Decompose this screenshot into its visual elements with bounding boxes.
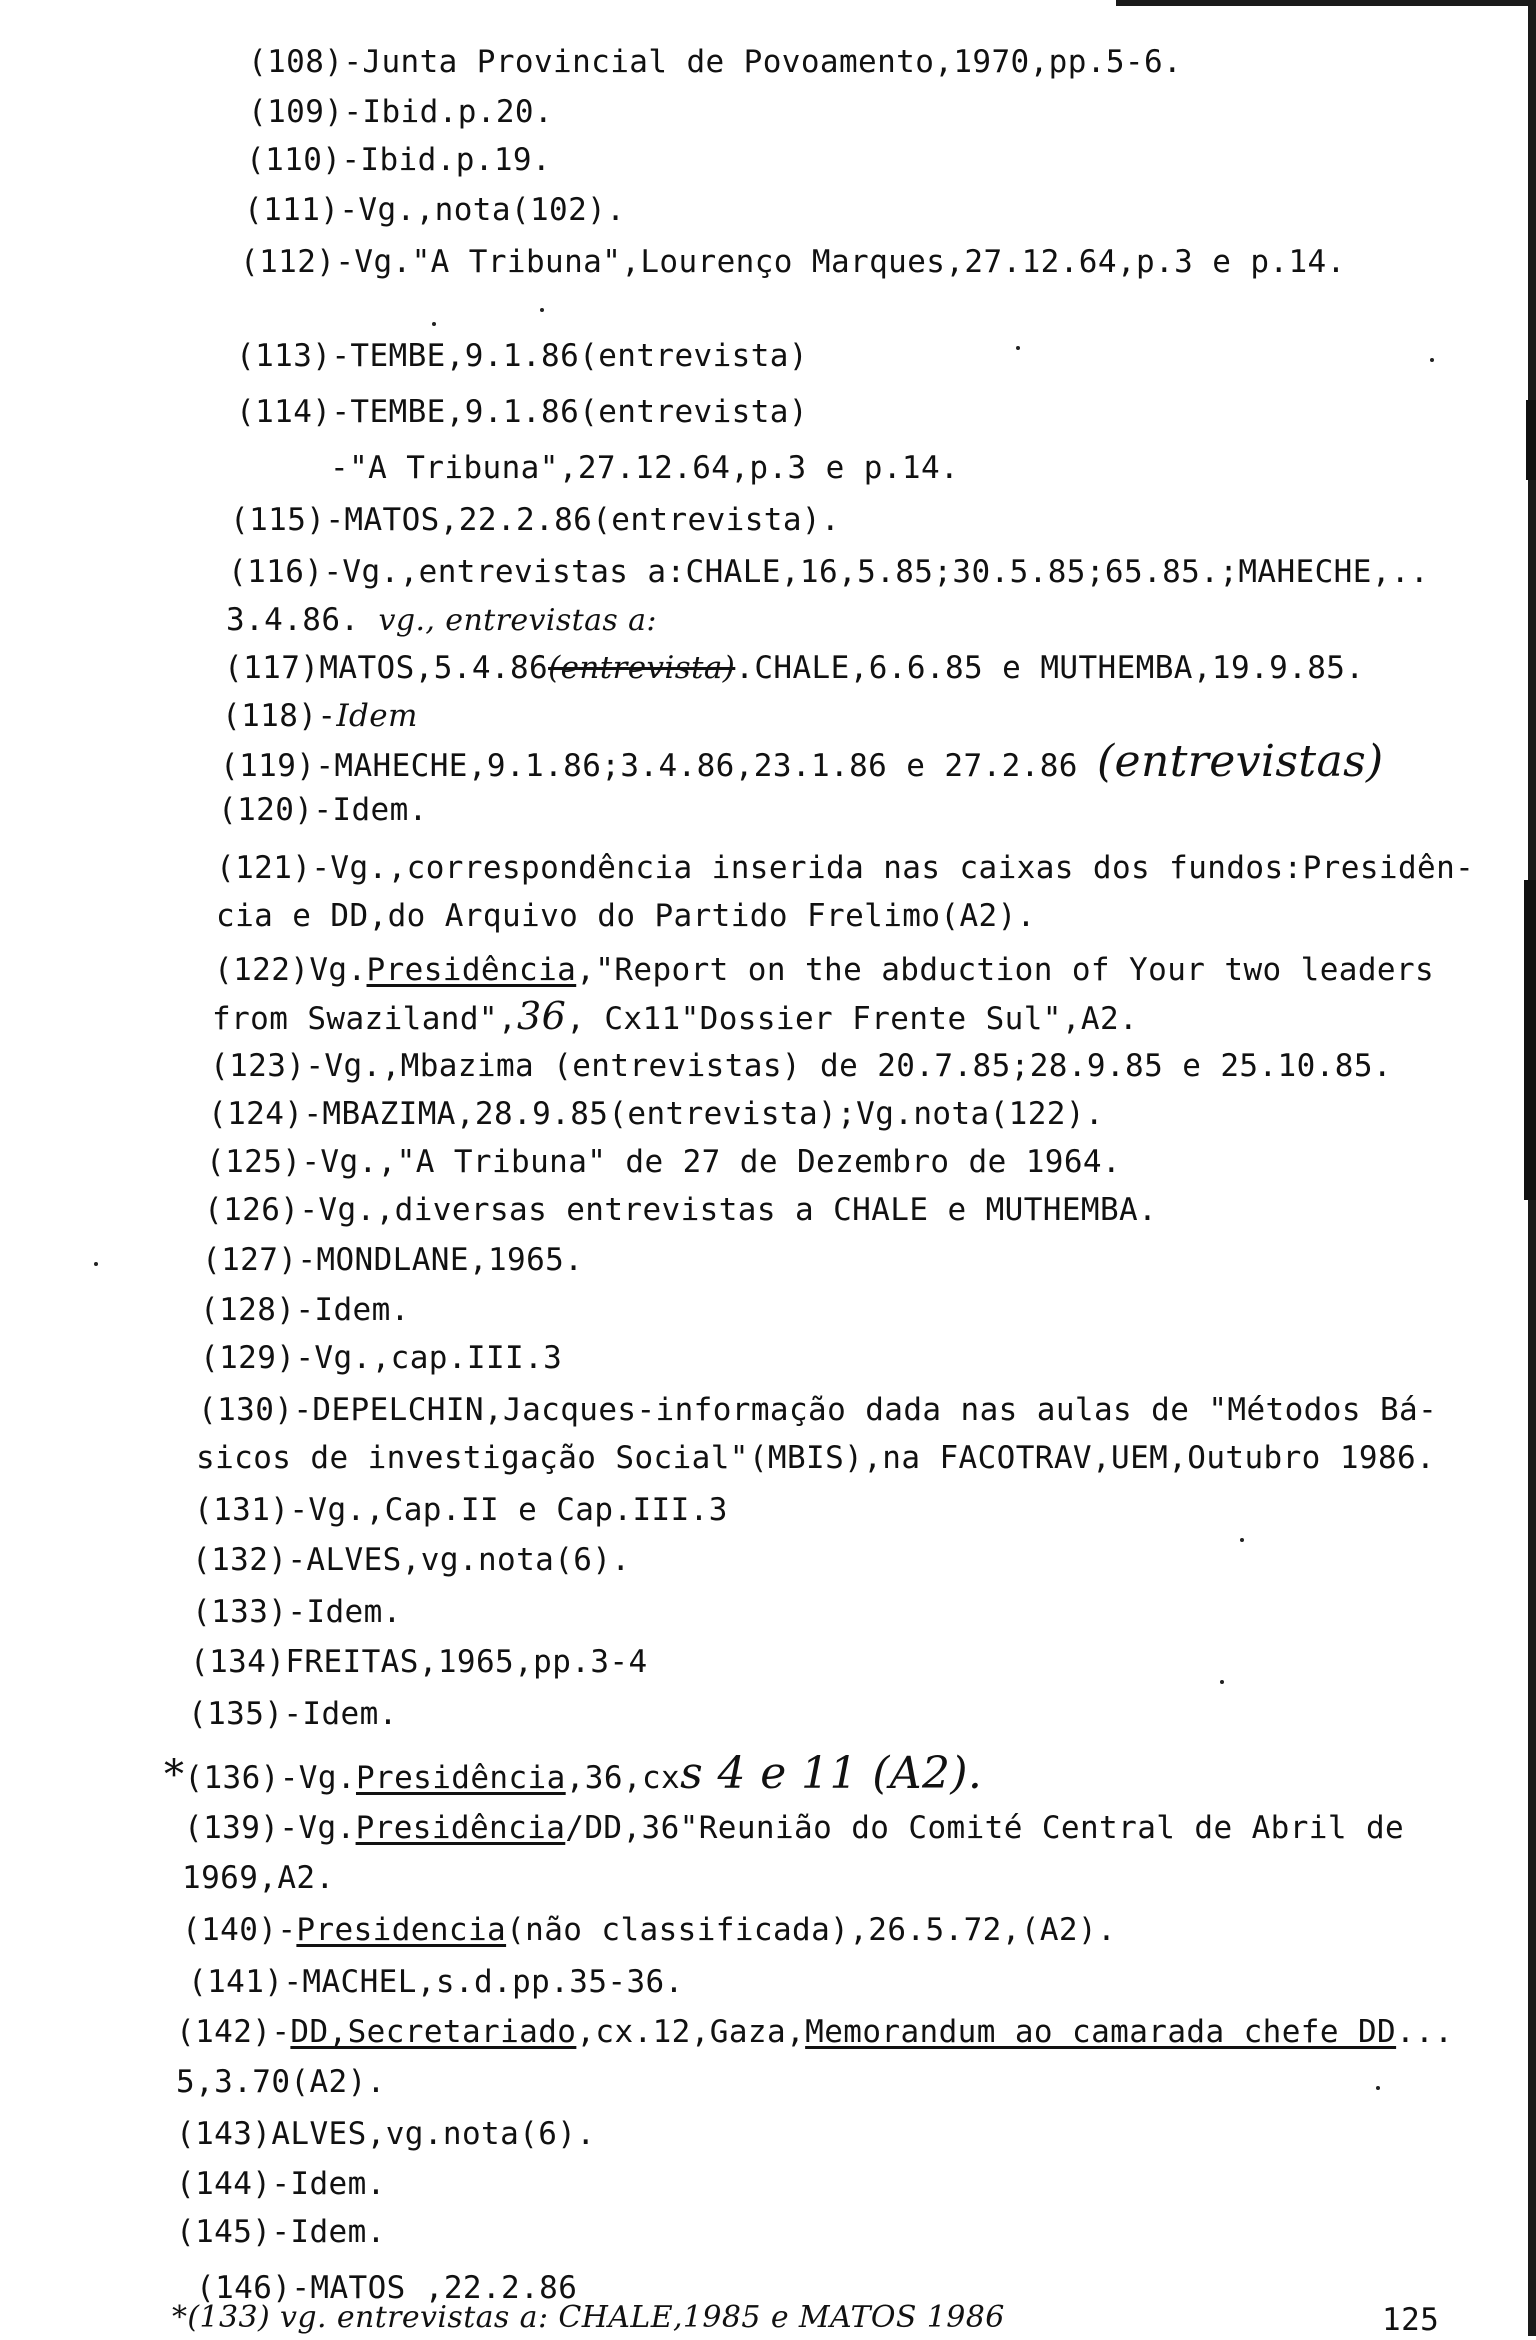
note-140: (140)-Presidencia(não classificada),26.5.72,(A2). <box>182 1912 1117 1948</box>
note-122-continuation: from Swaziland",36, Cx11"Dossier Frente Sul",A2. <box>212 994 1139 1038</box>
scan-speck <box>1220 1680 1224 1684</box>
note-116-continuation: 3.4.86. vg., entrevistas a: <box>226 602 657 638</box>
note-142-continuation: 5,3.70(A2). <box>176 2064 386 2100</box>
note-110: (110)-Ibid.p.19. <box>246 142 552 178</box>
page-edge-mark <box>1524 880 1536 1200</box>
scan-speck <box>1240 1538 1244 1542</box>
struck-handwritten-text: (entrevista) <box>548 650 736 686</box>
note-132: (132)-ALVES,vg.nota(6). <box>192 1542 631 1578</box>
note-124: (124)-MBAZIMA,28.9.85(entrevista);Vg.nota(122). <box>208 1096 1104 1132</box>
page-number: 125 <box>1382 2302 1440 2338</box>
scan-speck <box>1016 346 1020 350</box>
note-116: (116)-Vg.,entrevistas a:CHALE,16,5.85;30.5.85;65.85.;MAHECHE,.. <box>228 554 1430 590</box>
note-134: (134)FREITAS,1965,pp.3-4 <box>190 1644 648 1680</box>
note-112: (112)-Vg."A Tribuna",Lourenço Marques,27.12.64,p.3 e p.14. <box>240 244 1346 280</box>
note-115: (115)-MATOS,22.2.86(entrevista). <box>230 502 841 538</box>
note-109: (109)-Ibid.p.20. <box>248 94 554 130</box>
note-135: (135)-Idem. <box>188 1696 398 1732</box>
handwritten-number: 36 <box>517 994 567 1038</box>
handwritten-idem: Idem <box>336 698 418 734</box>
note-129: (129)-Vg.,cap.III.3 <box>200 1340 563 1376</box>
underlined-term: Presidência <box>355 1810 566 1846</box>
scan-speck <box>1430 358 1434 362</box>
note-108: (108)-Junta Provincial de Povoamento,1970,pp.5-6. <box>248 44 1183 80</box>
note-131: (131)-Vg.,Cap.II e Cap.III.3 <box>194 1492 728 1528</box>
underlined-term: Presidência <box>366 952 577 988</box>
note-119: (119)-MAHECHE,9.1.86;3.4.86,23.1.86 e 27.2.86 (entrevistas) <box>220 736 1384 787</box>
scan-speck <box>1376 2086 1380 2090</box>
note-121: (121)-Vg.,correspondência inserida nas caixas dos fundos:Presidên- <box>216 850 1475 886</box>
underlined-term: Presidência <box>355 1760 566 1796</box>
underlined-title: Memorandum ao camarada chefe DD <box>805 2014 1397 2050</box>
note-141: (141)-MACHEL,s.d.pp.35-36. <box>188 1964 684 2000</box>
scan-speck <box>432 322 436 326</box>
scan-speck <box>94 1262 98 1266</box>
underlined-term: DD,Secretariado <box>290 2014 577 2050</box>
note-142: (142)-DD,Secretariado,cx.12,Gaza,Memorandum ao camarada chefe DD... <box>176 2014 1454 2050</box>
note-117: (117)MATOS,5.4.86(entrevista).CHALE,6.6.85 e MUTHEMBA,19.9.85. <box>224 650 1365 686</box>
page-edge-mark <box>1526 400 1536 480</box>
note-133: (133)-Idem. <box>192 1594 402 1630</box>
note-139-continuation: 1969,A2. <box>182 1860 335 1896</box>
handwritten-boxes: s 4 e 11 (A2). <box>680 1748 983 1799</box>
note-143: (143)ALVES,vg.nota(6). <box>176 2116 596 2152</box>
note-144: (144)-Idem. <box>176 2166 386 2202</box>
scan-speck <box>540 308 544 312</box>
note-114-continuation: -"A Tribuna",27.12.64,p.3 e p.14. <box>330 450 960 486</box>
note-127: (127)-MONDLANE,1965. <box>202 1242 584 1278</box>
note-121-continuation: cia e DD,do Arquivo do Partido Frelimo(A2). <box>216 898 1036 934</box>
note-122: (122)Vg.Presidência,"Report on the abduction of Your two leaders <box>214 952 1435 988</box>
handwritten-annotation: vg., entrevistas a: <box>378 603 657 638</box>
note-139: (139)-Vg.Presidência/DD,36"Reunião do Comité Central de Abril de <box>184 1810 1405 1846</box>
note-146: (146)-MATOS ,22.2.86 <box>196 2270 578 2306</box>
page-edge-top <box>1116 0 1536 6</box>
asterisk-mark: * <box>164 1752 185 1798</box>
note-120: (120)-Idem. <box>218 792 428 828</box>
note-113: (113)-TEMBE,9.1.86(entrevista) <box>236 338 808 374</box>
handwritten-footnote: *(133) vg. entrevistas a: CHALE,1985 e MATOS 1986 <box>172 2300 1005 2335</box>
note-145: (145)-Idem. <box>176 2214 386 2250</box>
note-114: (114)-TEMBE,9.1.86(entrevista) <box>236 394 808 430</box>
note-126: (126)-Vg.,diversas entrevistas a CHALE e MUTHEMBA. <box>204 1192 1158 1228</box>
note-111: (111)-Vg.,nota(102). <box>244 192 626 228</box>
note-125: (125)-Vg.,"A Tribuna" de 27 de Dezembro de 1964. <box>206 1144 1122 1180</box>
note-123: (123)-Vg.,Mbazima (entrevistas) de 20.7.85;28.9.85 e 25.10.85. <box>210 1048 1392 1084</box>
note-130-continuation: sicos de investigação Social"(MBIS),na FACOTRAV,UEM,Outubro 1986. <box>196 1440 1436 1476</box>
note-136: *(136)-Vg.Presidência,36,cxs 4 e 11 (A2). <box>164 1748 983 1799</box>
note-130: (130)-DEPELCHIN,Jacques-informação dada nas aulas de "Métodos Bá- <box>198 1392 1438 1428</box>
underlined-term: Presidencia <box>296 1912 507 1948</box>
note-118: (118)-Idem <box>222 698 418 734</box>
handwritten-entrevistas: (entrevistas) <box>1096 736 1384 787</box>
note-128: (128)-Idem. <box>200 1292 410 1328</box>
